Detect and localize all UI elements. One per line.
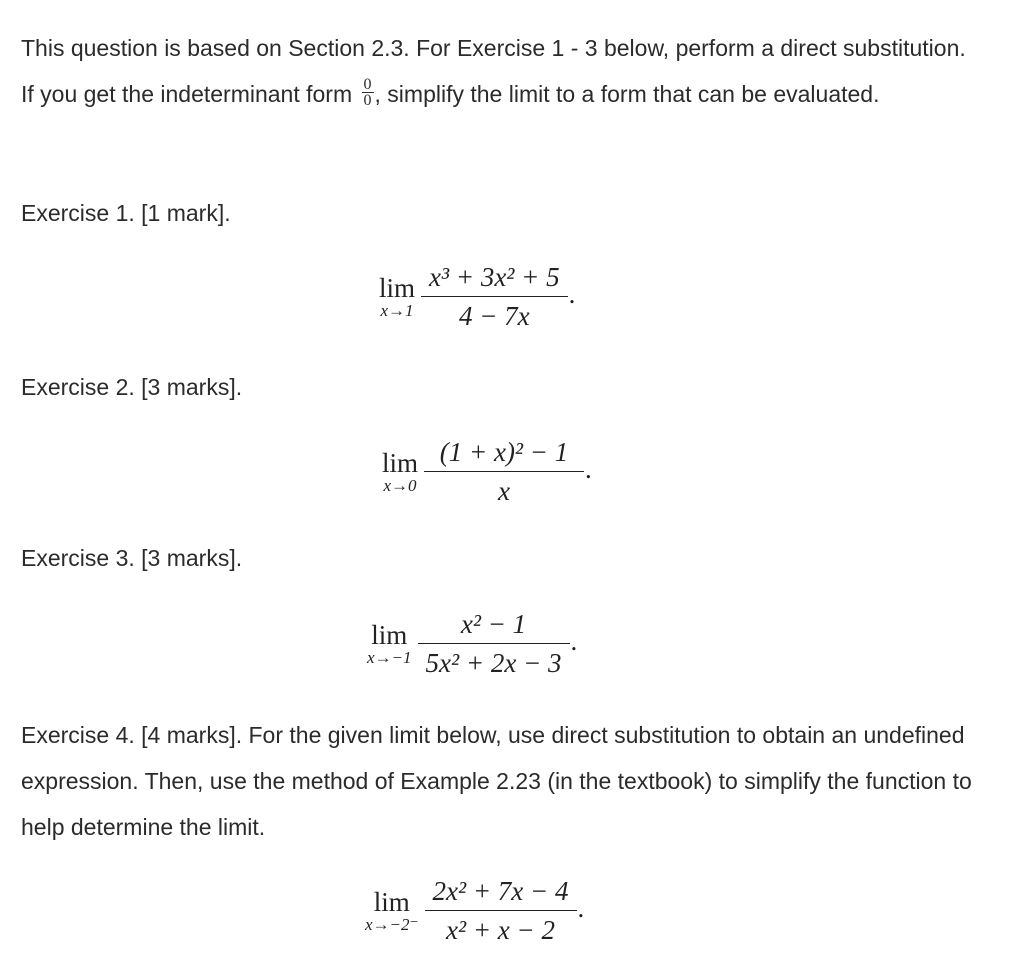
lim-subscript: x→0 [383,475,417,495]
exercise-3-limit [367,609,577,678]
ending-period: . [577,893,585,923]
exercise-2-limit [382,437,592,506]
ending-period: . [585,454,592,484]
lim-subscript: x→−2⁻ [365,914,419,934]
intro-text-part1: This question is based on Section 2.3. For Exercise 1 - 3 below, perform a direct substitution. If you get the indeterminant form [21,35,966,107]
exercise-3-heading: Exercise 3. [3 marks]. [21,545,243,571]
fraction-numerator: x² − 1 [460,609,527,639]
fraction-numerator: 2x² + 7x − 4 [432,876,569,906]
inline-zero-over-zero [362,77,374,108]
exercise-1-heading: Exercise 1. [1 mark]. [21,200,231,226]
limit-operator [382,449,418,495]
limit-fraction [421,262,568,331]
limit-operator [365,888,419,934]
inline-frac-numerator: 0 [363,76,372,94]
fraction-numerator: (1 + x)² − 1 [439,437,569,467]
ending-period: . [570,626,578,656]
lim-subscript: x→−1 [367,647,412,667]
fraction-numerator: x³ + 3x² + 5 [429,262,560,292]
lim-word: lim [373,886,410,917]
lim-word: lim [379,272,416,303]
fraction-denominator: 4 − 7x [458,301,530,331]
lim-subscript: x→1 [380,300,414,320]
ending-period: . [568,279,576,309]
exercise-1-limit [379,262,575,331]
lim-word: lim [382,447,419,478]
limit-operator [379,274,415,320]
intro-paragraph [21,25,981,117]
fraction-denominator: x² + x − 2 [446,915,556,945]
limit-operator [367,621,412,667]
fraction-denominator: 5x² + 2x − 3 [425,648,562,678]
intro-text-part2: , simplify the limit to a form that can be evaluated. [374,81,880,107]
exercise-4-paragraph: Exercise 4. [4 marks]. For the given limit below, use direct substitution to obtain an undefined expression. Then, use the method of Example 2.23 (in the textbook) to simplify the function to help determine the limit. [21,722,972,840]
limit-fraction [424,437,584,506]
lim-word: lim [371,619,408,650]
limit-fraction [418,609,570,678]
exercise-4-limit [365,876,584,945]
limit-fraction [425,876,577,945]
exercise-2-heading: Exercise 2. [3 marks]. [21,374,243,400]
fraction-denominator: x [498,476,510,506]
inline-frac-denominator: 0 [363,92,372,110]
